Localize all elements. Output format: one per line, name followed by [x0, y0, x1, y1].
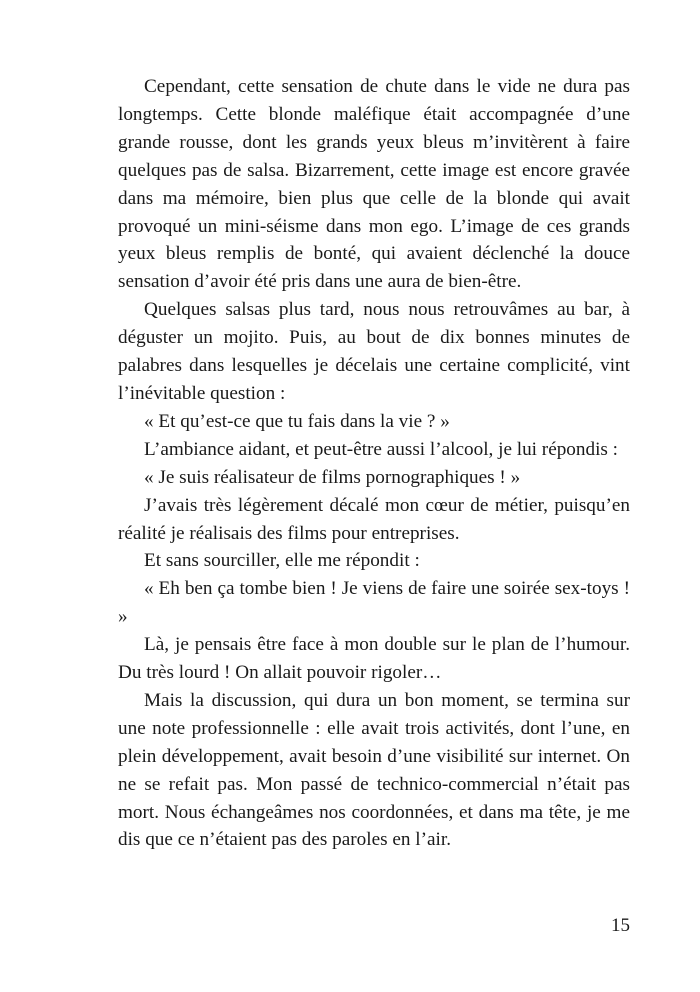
paragraph-6: J’avais très légèrement décalé mon cœur de métier, puisqu’en réalité je réalisais des films pour entreprises. — [118, 494, 630, 544]
paragraph-10: Mais la discussion, qui dura un bon moment, se termina sur une note professionnelle : elle avait trois activités, dont l’une, en plein développement, avait besoin d’une visibilité sur internet. On ne se refait pas. Mon passé de technico-commercial n’était pas mort. Nous échangeâmes nos coordonnées, et dans ma tête, je me dis que ce n’étaient pas des paroles en l’air. — [118, 689, 630, 851]
paragraph-2: Quelques salsas plus tard, nous nous retrouvâmes au bar, à déguster un mojito. Puis, au bout de dix bonnes minutes de palabres dans lesquelles je décelais une certaine complicité, vint l’inévitable question : — [118, 299, 630, 404]
page-number: 15 — [611, 915, 630, 936]
paragraph-9: Là, je pensais être face à mon double sur le plan de l’humour. Du très lourd ! On allait pouvoir rigoler… — [118, 634, 630, 684]
paragraph-7: Et sans sourciller, elle me répondit : — [144, 550, 420, 572]
paragraph-3: « Et qu’est-ce que tu fais dans la vie ? » — [144, 410, 450, 432]
paragraph-8: « Eh ben ça tombe bien ! Je viens de faire une soirée sex-toys ! » — [118, 578, 630, 628]
paragraph-4: L’ambiance aidant, et peut-être aussi l’alcool, je lui répondis : — [144, 438, 619, 460]
body-text — [118, 73, 630, 854]
paragraph-5: « Je suis réalisateur de films pornographiques ! » — [144, 466, 521, 488]
paragraph-1: Cependant, cette sensation de chute dans le vide ne dura pas longtemps. Cette blonde maléfique était accompagnée d’une grande rousse, dont les grands yeux bleus m’invitèrent à faire quelques pas de salsa. Bizarrement, cette image est encore gravée dans ma mémoire, bien plus que celle de la blonde qui avait provoqué un mini-séisme dans mon ego. L’image de ces grands yeux bleus remplis de bonté, qui avaient déclenché la douce sensation d’avoir été pris dans une aura de bien-être. — [118, 76, 630, 293]
